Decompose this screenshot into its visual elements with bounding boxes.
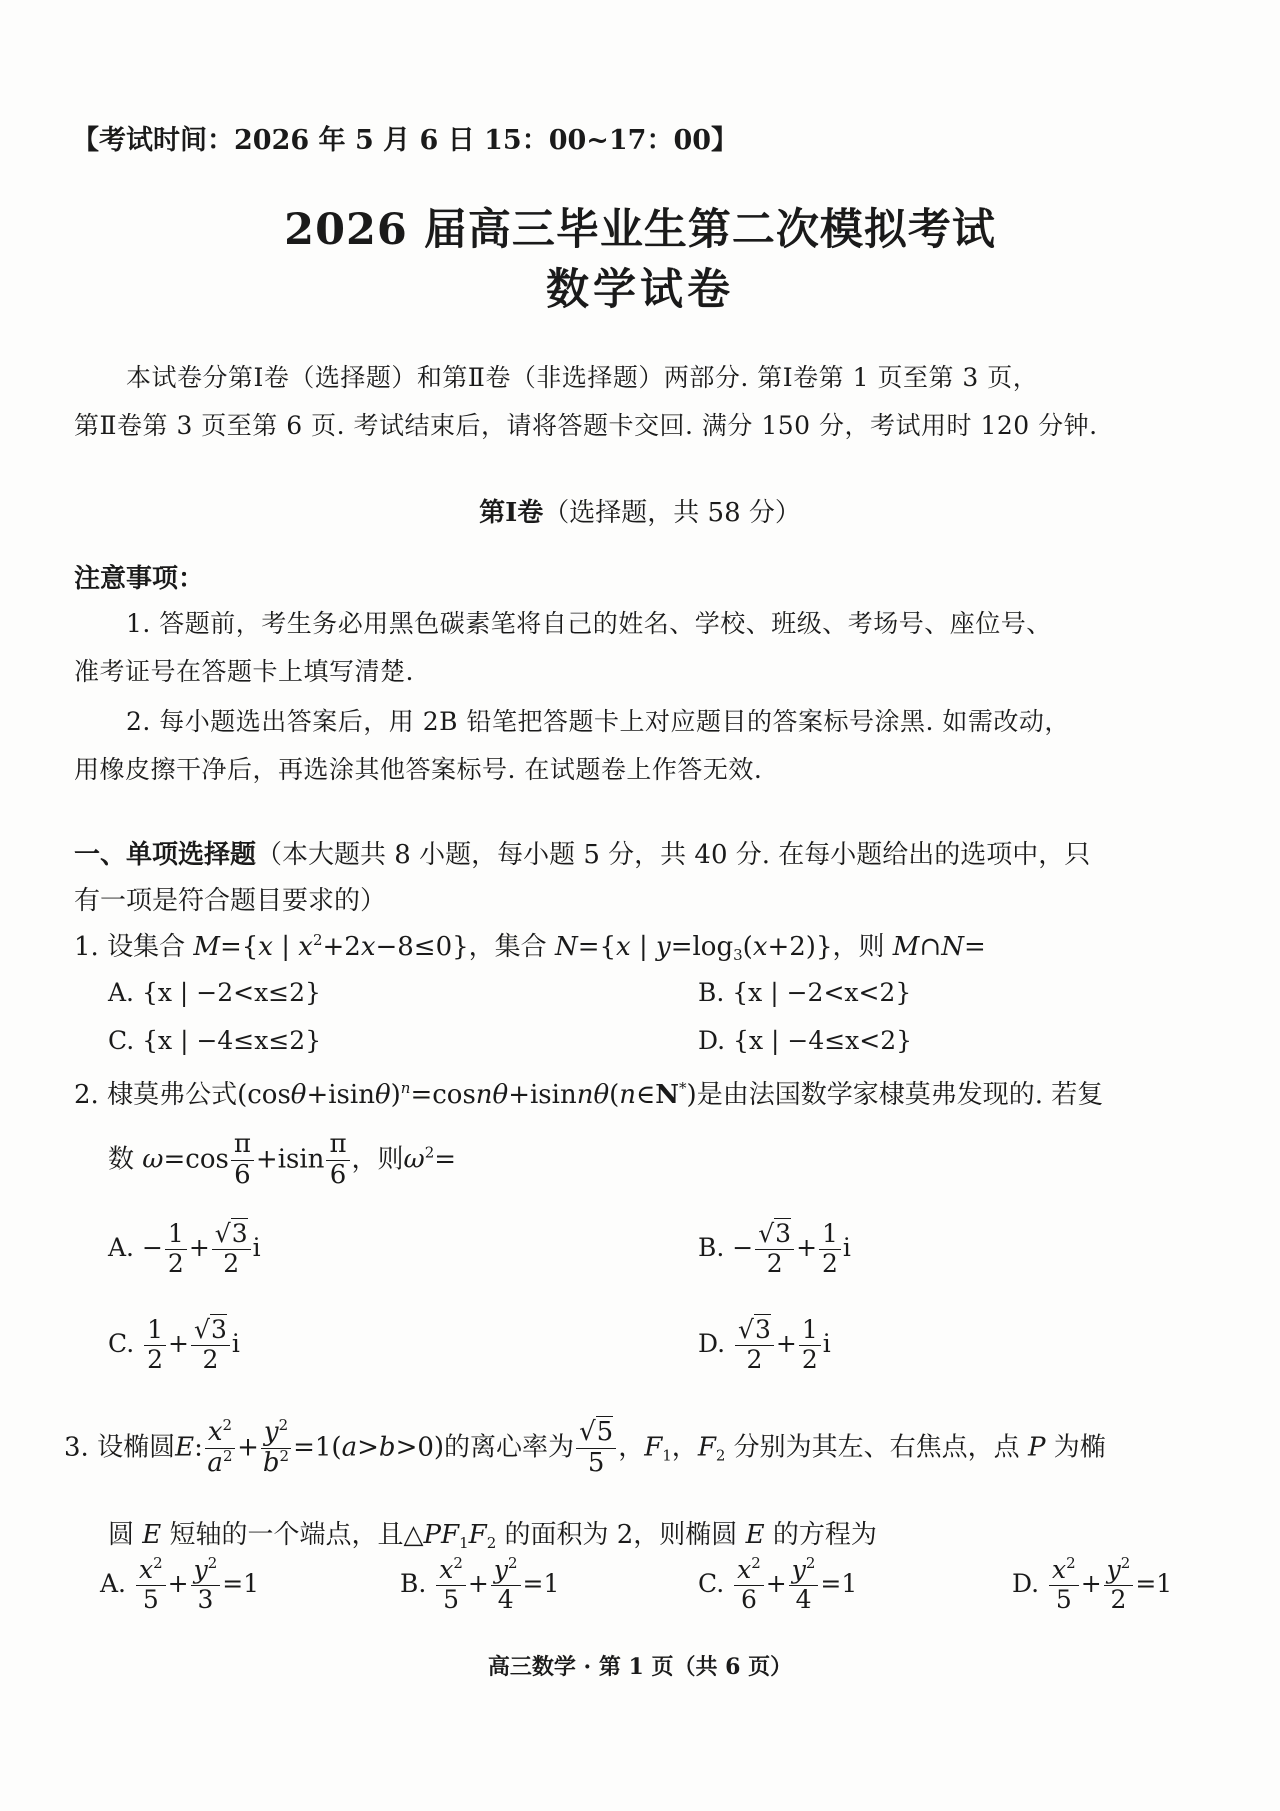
notice-title: 注意事项： — [74, 564, 205, 594]
notice-item-2-line-2: 用橡皮擦干净后，再选涂其他答案标号. 在试题卷上作答无效. — [74, 755, 763, 784]
q3-option-a: A. $\frac{x^2}{5}$ + $\frac{y^2}{3}$ =1 — [100, 1554, 260, 1614]
q2-text-a: 棣莫弗公式 — [107, 1080, 238, 1110]
exam-title: 2026 届高三毕业生第二次模拟考试 — [284, 205, 996, 255]
section-heading-bold: 第Ⅰ卷 — [479, 498, 544, 528]
q3-text-b: 的离心率为 — [444, 1432, 575, 1463]
exam-subject-title: 数学试卷 — [546, 265, 734, 315]
q3-text-h: 的方程为 — [772, 1520, 877, 1550]
q3-text-f: 短轴的一个端点，且 — [169, 1520, 404, 1550]
question-1: 1. 设集合 M={x | $x^2+2x-8\le 0$}，集合 N={x | $y=\log_3(x+2)$}，则 M∩N= — [74, 931, 986, 964]
intro-line-1: 本试卷分第Ⅰ卷（选择题）和第Ⅱ卷（非选择题）两部分. 第Ⅰ卷第 1 页至第 3 页， — [126, 363, 1039, 392]
q1-option-b: B. {x | −2<x<2} — [698, 978, 912, 1007]
question-2: 2. 棣莫弗公式$(\cos\theta+isin\theta)^n=\cos n\theta+isinn\theta(n\in N^*)$是由法国数学家棣莫弗发现的. 若复 — [74, 1079, 1104, 1110]
q3-option-c: C. $\frac{x^2}{6}$ + $\frac{y^2}{4}$ =1 — [698, 1554, 858, 1614]
q2-option-a: A. − $\frac{1}{2}$ + $\frac{√3}{2}$ i — [108, 1219, 261, 1278]
q1-option-d: D. {x | −4≤x<2} — [698, 1026, 913, 1055]
question-2-line-2: 数 ω=cos $\frac{\pi}{6}$ +isin $\frac{\pi}{6}$ ，则$\omega^2=$ — [108, 1129, 457, 1190]
q2-option-d: D. $\frac{√3}{2}$ + $\frac{1}{2}$ i — [698, 1315, 831, 1374]
part-desc-line-2: 有一项是符合题目要求的） — [74, 886, 387, 916]
question-number: 2. — [74, 1080, 99, 1110]
page-footer: 高三数学 · 第 1 页（共 6 页） — [487, 1654, 793, 1680]
section-heading — [0, 492, 1280, 529]
q3-option-d: D. $\frac{x^2}{5}$ + $\frac{y^2}{2}$ =1 — [1012, 1554, 1173, 1614]
q1-option-c: C. {x | −4≤x≤2} — [108, 1026, 322, 1055]
part-heading — [74, 834, 1090, 871]
q2-option-c: C. $\frac{1}{2}$ + $\frac{√3}{2}$ i — [108, 1315, 240, 1374]
question-3: 3. 设椭圆E: $\frac{x^2}{a^2}$ + $\frac{y^2}{b^2}$ =1(a>b>0)的离心率为 $\frac{√5}{5}$ ，$F_1$，$F_2$ 分别为其左、右焦点，点 P 为椭 — [64, 1416, 1106, 1478]
q2-text-c: 数 — [108, 1144, 135, 1175]
q3-option-b: B. $\frac{x^2}{5}$ + $\frac{y^2}{4}$ =1 — [400, 1554, 560, 1614]
section-heading-rest: （选择题，共 58 分） — [543, 498, 801, 528]
q2-text-d: ，则 — [351, 1144, 404, 1175]
q3-text-c: 分别为其左、右焦点，点 — [733, 1432, 1020, 1463]
intro-line-2: 第Ⅱ卷第 3 页至第 6 页. 考试结束后，请将答题卡交回. 满分 150 分，考试用时 120 分钟. — [74, 411, 1098, 440]
q3-text-e: 圆 — [108, 1520, 135, 1550]
exam-time: 【考试时间：2026 年 5 月 6 日 15：00~17：00】 — [72, 125, 739, 156]
notice-item-2-line-1: 2. 每小题选出答案后，用 2B 铅笔把答题卡上对应题目的答案标号涂黑. 如需改动， — [126, 707, 1070, 736]
part-title: 一、单项选择题 — [74, 840, 257, 870]
question-number: 3. — [64, 1432, 89, 1463]
q3-text-a: 设椭圆 — [97, 1432, 176, 1463]
question-3-line-2: 圆 E 短轴的一个端点，且$\triangle PF_1F_2$ 的面积为 2，则椭圆 E 的方程为 — [108, 1520, 877, 1552]
q3-text-d: 为椭 — [1053, 1432, 1106, 1463]
notice-item-1-line-2: 准考证号在答题卡上填写清楚. — [74, 657, 414, 686]
q1-option-a: A. {x | −2<x≤2} — [108, 978, 321, 1007]
question-number: 1. — [74, 932, 99, 962]
q2-option-b: B. − $\frac{√3}{2}$ + $\frac{1}{2}$ i — [698, 1219, 851, 1278]
part-desc-line-1: （本大题共 8 小题，每小题 5 分，共 40 分. 在每小题给出的选项中，只 — [256, 840, 1091, 870]
q2-text-b: 是由法国数学家棣莫弗发现的. 若复 — [696, 1080, 1104, 1110]
notice-item-1-line-1: 1. 答题前，考生务必用黑色碳素笔将自己的姓名、学校、班级、考场号、座位号、 — [126, 609, 1052, 638]
q3-text-g: 的面积为 2，则椭圆 — [504, 1520, 738, 1550]
